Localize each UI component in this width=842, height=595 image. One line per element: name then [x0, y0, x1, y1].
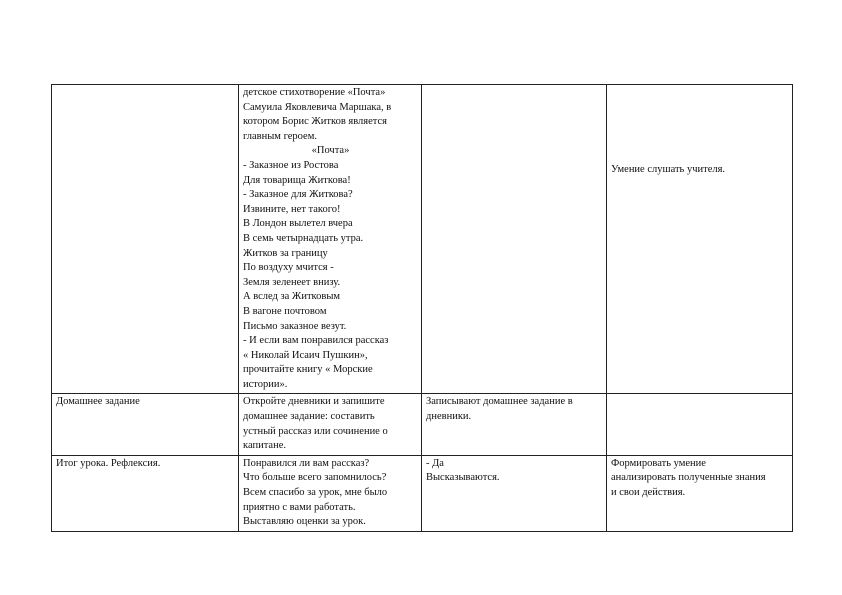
teacher-activity-cell: [239, 394, 422, 455]
text-line: Житков за границу: [243, 247, 328, 259]
stage-label: Домашнее задание: [56, 396, 140, 408]
text-line: Земля зеленеет внизу.: [243, 276, 341, 288]
text-line: По воздуху мчится -: [243, 262, 334, 274]
text-line: анализировать полученные знания: [611, 472, 766, 484]
stage-cell: [52, 85, 239, 394]
text-line: А вслед за Житковым: [243, 291, 341, 303]
text-line: Самуила Яковлевича Маршака, в: [243, 101, 392, 113]
poem-title: «Почта»: [311, 145, 350, 157]
text-line: - И если вам понравился рассказ: [243, 335, 389, 347]
text-line: котором Борис Житков является: [243, 116, 387, 128]
text-line: приятно с вами работать.: [243, 501, 356, 513]
skills-cell: [607, 394, 793, 455]
text-line: В Лондон вылетел вчера: [243, 218, 353, 230]
text-line: главным героем.: [243, 130, 317, 142]
text-line: Что больше всего запомнилось?: [243, 472, 387, 484]
table-row: [52, 455, 793, 531]
text-line: Извините, нет такого!: [243, 203, 341, 215]
text-line: истории».: [243, 378, 288, 390]
text-line: - Заказное из Ростова: [243, 159, 339, 171]
lesson-plan-table: [51, 84, 793, 532]
text-line: В семь четырнадцать утра.: [243, 232, 364, 244]
text-line: устный рассказ или сочинение о: [243, 425, 388, 437]
text-line: В вагоне почтовом: [243, 305, 327, 317]
text-line: Всем спасибо за урок, мне было: [243, 487, 388, 499]
student-activity-cell: [422, 85, 607, 394]
text-line: капитане.: [243, 440, 286, 452]
skills-cell: [607, 455, 793, 531]
text-line: - Да: [426, 457, 444, 469]
text-line: прочитайте книгу « Морские: [243, 364, 373, 376]
text-line: Умение слушать учителя.: [611, 164, 726, 175]
student-activity-cell: [422, 455, 607, 531]
text-line: « Николай Исаич Пушкин»,: [243, 349, 368, 361]
text-line: детское стихотворение «Почта»: [243, 87, 386, 98]
text-line: Выставляю оценки за урок.: [243, 516, 366, 528]
text-line: Письмо заказное везут.: [243, 320, 347, 332]
text-line: Записывают домашнее задание в: [426, 396, 573, 408]
stage-cell: [52, 455, 239, 531]
table-row: [52, 394, 793, 455]
table-row: [52, 85, 793, 394]
student-activity-cell: [422, 394, 607, 455]
teacher-activity-cell: [239, 85, 422, 394]
stage-cell: [52, 394, 239, 455]
text-line: домашнее задание: составить: [243, 411, 375, 423]
text-line: Высказываются.: [426, 472, 500, 484]
text-line: Формировать умение: [611, 457, 706, 469]
text-line: Понравился ли вам рассказ?: [243, 457, 370, 469]
text-line: - Заказное для Житкова?: [243, 189, 353, 201]
text-line: Откройте дневники и запишите: [243, 396, 385, 408]
text-line: Для товарища Житкова!: [243, 174, 351, 186]
text-line: и свои действия.: [611, 487, 686, 499]
skills-cell: [607, 85, 793, 394]
stage-label: Итог урока. Рефлексия.: [56, 457, 161, 469]
teacher-activity-cell: [239, 455, 422, 531]
text-line: дневники.: [426, 411, 472, 423]
